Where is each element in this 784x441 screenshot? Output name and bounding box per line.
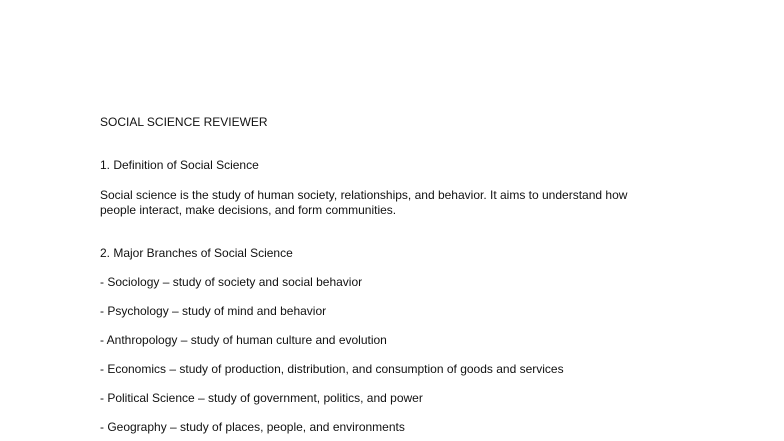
- section-1-body-line-1: Social science is the study of human society, relationships, and behavior. It aims to understand how: [100, 188, 628, 202]
- document-title: SOCIAL SCIENCE REVIEWER: [100, 115, 268, 129]
- branch-item-psychology: - Psychology – study of mind and behavior: [100, 304, 327, 318]
- branch-item-anthropology: - Anthropology – study of human culture and evolution: [100, 333, 387, 347]
- branch-item-political-science: - Political Science – study of government, politics, and power: [100, 391, 423, 405]
- branch-item-geography: - Geography – study of places, people, and environments: [100, 420, 405, 434]
- section-1-heading: 1. Definition of Social Science: [100, 158, 259, 172]
- section-1-body-line-2: people interact, make decisions, and form communities.: [100, 203, 397, 217]
- branch-item-economics: - Economics – study of production, distribution, and consumption of goods and services: [100, 362, 564, 376]
- branch-item-sociology: - Sociology – study of society and social behavior: [100, 275, 363, 289]
- section-2-heading: 2. Major Branches of Social Science: [100, 246, 293, 260]
